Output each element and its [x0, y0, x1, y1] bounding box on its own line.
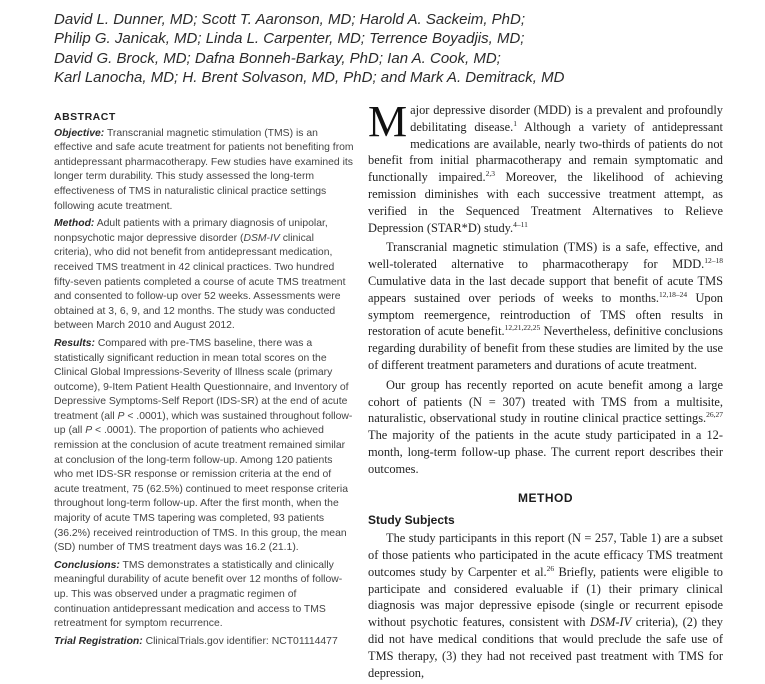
method-label: Method:	[54, 218, 95, 230]
body-text: Nevertheless, definitive conclusions regarding durability of benefit from these studies are limited by the use of different treatment parameters and durations of acute treatment.	[368, 324, 723, 372]
abstract-conclusions	[54, 559, 354, 632]
tms-paragraph	[368, 239, 723, 373]
trial-label: Trial Registration:	[54, 635, 143, 647]
subjects-paragraph	[368, 530, 723, 681]
results-p-symbol: P	[85, 425, 93, 437]
method-text: Adult patients with a primary diagnosis of unipolar, nonpsychotic major depressive disorder (	[54, 218, 328, 244]
citation: 12–18	[704, 256, 723, 266]
citation: 2,3	[485, 169, 495, 179]
citation: 26	[546, 563, 555, 573]
objective-text: Transcranial magnetic stimulation (TMS) is an effective and safe acute treatment for patients not benefiting from antidepressant pharmacotherapy. Few studies have examined its longer term durability. This study assessed the long-term effectiveness of TMS in naturalistic clinical practice settings following acute treatment.	[54, 127, 354, 212]
body-text: Transcranial magnetic stimulation (TMS) is a safe, effective, and well-tolerated alternative to pharmacotherapy for MDD.	[368, 240, 723, 272]
method-dsm: DSM-IV	[243, 232, 280, 244]
results-text: Compared with pre-TMS baseline, there was a statistically significant reduction in mean total scores on the Clinical Global Impressions-Severity of Illness scale (primary outcome), 9-Item Patient Health Questionnaire, and Inventory of Depressive Symptoms-Self Report (IDS-SR) at the end of acute treatment (all	[54, 337, 349, 422]
citation: 26,27	[706, 410, 723, 420]
abstract-heading: ABSTRACT	[54, 111, 116, 123]
body-text: Upon symptom reemergence, reintroduction of TMS often results in restoration of acute benefit.	[368, 290, 724, 339]
body-text: Cumulative data in the last decade support that benefit of acute TMS appears sustained over periods of weeks to months.	[368, 273, 723, 305]
clipped-title-line	[0, 0, 765, 6]
conclusions-label: Conclusions:	[54, 559, 120, 571]
abstract-objective	[54, 127, 354, 215]
citation: 12,18–24	[659, 289, 688, 299]
intro-paragraph	[368, 97, 723, 236]
body-text: The study participants in this report (N = 257, Table 1) are a subset of those patients who participated in the acute efficacy TMS treatment outcomes study by Carpenter et al.	[368, 531, 723, 579]
body-text: Although a variety of antidepressant medications are available, nearly two-thirds of patients do not benefit from initial pharmacotherapy and remain symptomatic and functionally impaired.	[368, 119, 723, 185]
body-text: criteria), (2) they did not have medical conditions that would preclude the safe use of TMS therapy, (3) they had not received past treatment with TMS for depression,	[368, 615, 723, 680]
citation: 12,21,22,25	[504, 323, 541, 333]
body-text: The majority of the patients in the acute study participated in a 12-month, long-term follow-up phase. The current report describes their outcomes.	[368, 428, 723, 476]
study-subjects-heading: Study Subjects	[368, 513, 455, 528]
method-heading: METHOD	[518, 490, 573, 505]
method-text-cont: clinical criteria), who did not benefit from antidepressant medication, received TMS treatment in 42 clinical practices. Two hundred fifty-seven patients completed a course of acute TMS treatment and consented to follow-up over 52 weeks. Assessments were obtained at 3, 6, 9, and 12 months. The study was conducted between March 2010 and August 2012.	[54, 232, 346, 332]
results-p-symbol: P	[117, 410, 125, 422]
trial-text: ClinicalTrials.gov identifier: NCT01114477	[142, 635, 338, 647]
abstract-column	[54, 110, 354, 652]
dsm-italic: DSM-IV	[589, 615, 632, 630]
body-text: ajor depressive disorder (MDD) is a prevalent and profoundly debilitating disease.	[410, 103, 723, 134]
body-text: Moreover, the likelihood of achieving remission diminishes with each successive treatment attempt, as verified in the Sequenced Treatment Alternatives to Relieve Depression (STAR*D) study.	[368, 170, 723, 235]
abstract-results	[54, 337, 354, 556]
author-line: Philip G. Janicak, MD; Linda L. Carpenter, MD; Terrence Boyadjis, MD;	[54, 30, 525, 48]
group-paragraph	[368, 377, 723, 478]
drop-cap: M	[368, 97, 408, 146]
body-text: Our group has recently reported on acute benefit among a large cohort of patients (N = 307) treated with TMS from a multisite, naturalistic, observational study in routine clinical practice settings.	[368, 377, 723, 426]
abstract-trial-registration	[54, 635, 354, 650]
results-label: Results:	[54, 337, 95, 349]
body-column	[368, 97, 724, 684]
results-text-cont: < .0001). The proportion of patients who achieved remission at the conclusion of acute treatment remained similar at conclusion of the long-term follow-up. Among 120 patients who met IDS-SR response or remission criteria at the end of acute treatment, 75 (62.5%) continued to meet response criteria throughout long-term follow-up. After the first month, when the majority of acute TMS tapering was completed, 93 patients (36.2%) received reintroduction of TMS. In this group, the mean (SD) number of TMS treatment days was 16.2 (21.1).	[54, 425, 348, 554]
body-text: Briefly, patients were eligible to participate and considered evaluable if (1) their primary clinical diagnosis was major depressive episode (single or recurrent episode without psychotic features, consistent with	[368, 564, 723, 630]
author-list	[54, 10, 744, 88]
results-text-cont: < .0001), which was sustained throughout follow-up (all	[54, 410, 353, 437]
author-line: David L. Dunner, MD; Scott T. Aaronson, MD; Harold A. Sackeim, PhD;	[54, 11, 526, 28]
abstract-method	[54, 217, 354, 334]
author-line: Karl Lanocha, MD; H. Brent Solvason, MD, PhD; and Mark A. Demitrack, MD	[54, 69, 565, 87]
citation: 4–11	[513, 219, 528, 229]
author-line: David G. Brock, MD; Dafna Bonneh-Barkay, PhD; Ian A. Cook, MD;	[54, 49, 501, 67]
objective-label: Objective:	[54, 127, 105, 139]
conclusions-text: TMS demonstrates a statistically and clinically meaningful durability of acute benefit over 12 months of follow-up. This was observed under a pragmatic regimen of continuation antidepressant medication and access to TMS retreatment for symptom recurrence.	[54, 559, 343, 630]
citation: 1	[513, 118, 517, 128]
